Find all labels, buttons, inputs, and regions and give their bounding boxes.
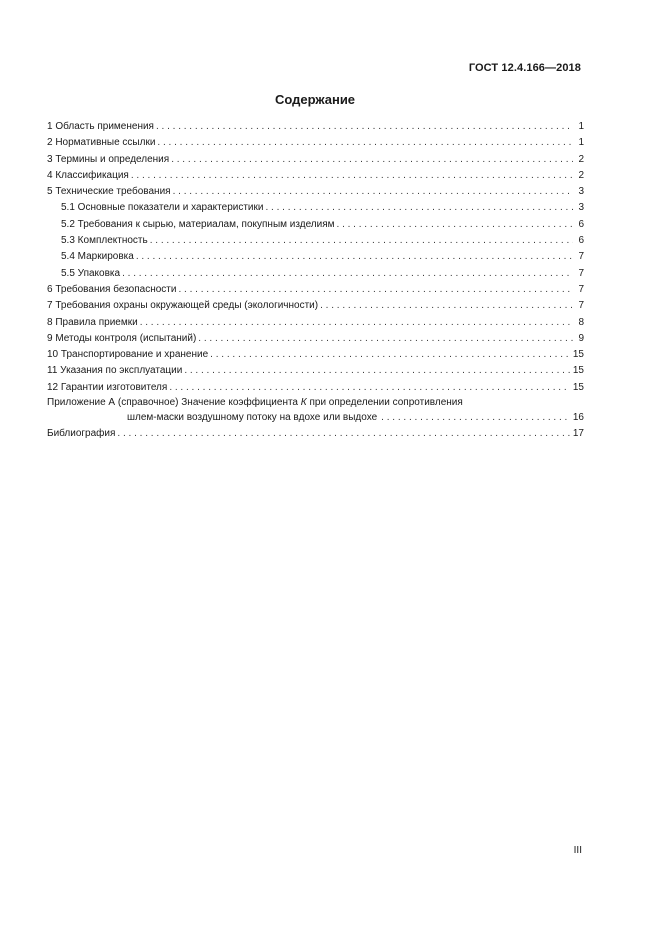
toc-entry-3[interactable] bbox=[47, 152, 584, 168]
appendix-title-continuation bbox=[47, 410, 584, 426]
toc-entry-label: 6 Требования безопасности bbox=[47, 283, 177, 295]
toc-entry-page: 15 bbox=[572, 365, 584, 377]
toc-entry-page: 16 bbox=[572, 412, 584, 424]
toc-entry-label: 5.3 Комплектность bbox=[61, 235, 148, 247]
toc-entry-bibliography[interactable] bbox=[47, 426, 584, 442]
toc-entry-7[interactable] bbox=[47, 298, 584, 314]
toc-entry-page: 3 bbox=[578, 186, 584, 198]
toc-entry-page: 15 bbox=[572, 381, 584, 393]
dot-leader bbox=[157, 135, 573, 151]
appendix-title-line bbox=[47, 396, 584, 410]
dot-leader bbox=[184, 363, 570, 379]
toc-entry-12[interactable] bbox=[47, 380, 584, 396]
toc-entry-page: 7 bbox=[578, 251, 584, 263]
toc-entry-label: 3 Термины и определения bbox=[47, 153, 170, 165]
toc-entry-2[interactable] bbox=[47, 135, 584, 151]
appendix-title-symbol: К bbox=[300, 397, 307, 409]
toc-entry-label: 7 Требования охраны окружающей среды (экологичности) bbox=[47, 300, 319, 312]
dot-leader bbox=[150, 233, 573, 249]
dot-leader bbox=[122, 266, 573, 282]
toc-entry-page: 9 bbox=[578, 332, 584, 344]
dot-leader bbox=[171, 152, 573, 168]
toc-entry-page: 17 bbox=[572, 428, 584, 440]
dot-leader bbox=[169, 380, 570, 396]
dot-leader bbox=[337, 217, 573, 233]
toc-entry-page: 2 bbox=[578, 169, 584, 181]
dot-leader bbox=[178, 282, 573, 298]
toc-entry-label: 5.4 Маркировка bbox=[61, 251, 134, 263]
document-code: ГОСТ 12.4.166—2018 bbox=[468, 62, 581, 74]
toc-entry-page: 7 bbox=[578, 283, 584, 295]
toc-entry-page: 1 bbox=[578, 137, 584, 149]
toc-entry-5-4[interactable] bbox=[47, 249, 584, 265]
dot-leader bbox=[320, 298, 573, 314]
table-of-contents bbox=[47, 119, 584, 442]
dot-leader bbox=[117, 426, 569, 442]
toc-entry-label: Библиография bbox=[47, 428, 116, 440]
toc-entry-label: 2 Нормативные ссылки bbox=[47, 137, 156, 149]
toc-entry-4[interactable] bbox=[47, 168, 584, 184]
toc-entry-label: 9 Методы контроля (испытаний) bbox=[47, 332, 197, 344]
toc-entry-label: 5.2 Требования к сырью, материалам, покупным изделиям bbox=[61, 218, 335, 230]
dot-leader bbox=[210, 347, 570, 363]
toc-entry-page: 6 bbox=[578, 218, 584, 230]
dot-leader bbox=[136, 249, 573, 265]
toc-entry-label: 10 Транспортирование и хранение bbox=[47, 349, 209, 361]
toc-entry-page: 15 bbox=[572, 349, 584, 361]
appendix-title-suffix: при определении сопротивления bbox=[306, 397, 463, 409]
toc-entry-label: 8 Правила приемки bbox=[47, 316, 138, 328]
toc-entry-8[interactable] bbox=[47, 315, 584, 331]
toc-entry-label: 12 Гарантии изготовителя bbox=[47, 381, 168, 393]
dot-leader bbox=[156, 119, 573, 135]
toc-entry-6[interactable] bbox=[47, 282, 584, 298]
dot-leader bbox=[140, 315, 573, 331]
toc-entry-label: 5.5 Упаковка bbox=[61, 267, 121, 279]
appendix-title-prefix: Приложение А (справочное) Значение коэффициента bbox=[47, 397, 301, 409]
toc-entry-label: 5.1 Основные показатели и характеристики bbox=[61, 202, 264, 214]
appendix-title-line2: шлем-маски воздушному потоку на вдохе или выдохе bbox=[127, 412, 378, 424]
dot-leader bbox=[198, 331, 573, 347]
dot-leader bbox=[173, 184, 573, 200]
dot-leader bbox=[131, 168, 573, 184]
toc-entry-5-2[interactable] bbox=[47, 217, 584, 233]
toc-entry-label: 5 Технические требования bbox=[47, 186, 171, 198]
toc-entry-page: 7 bbox=[578, 300, 584, 312]
toc-entry-5-1[interactable] bbox=[47, 200, 584, 216]
toc-title: Содержание bbox=[274, 92, 356, 107]
toc-entry-label: 1 Область применения bbox=[47, 121, 154, 132]
toc-entry-5[interactable] bbox=[47, 184, 584, 200]
toc-entry-page: 8 bbox=[578, 316, 584, 328]
toc-entry-5-3[interactable] bbox=[47, 233, 584, 249]
toc-entry-page: 1 bbox=[578, 121, 584, 132]
page-number: III bbox=[573, 845, 582, 856]
toc-entry-page: 3 bbox=[578, 202, 584, 214]
toc-entry-label: 11 Указания по эксплуатации bbox=[47, 365, 183, 377]
toc-entry-page: 7 bbox=[578, 267, 584, 279]
toc-entry-10[interactable] bbox=[47, 347, 584, 363]
dot-leader bbox=[381, 410, 570, 426]
dot-leader bbox=[265, 200, 573, 216]
toc-entry-1[interactable] bbox=[47, 119, 584, 135]
toc-entry-9[interactable] bbox=[47, 331, 584, 347]
toc-entry-label: 4 Классификация bbox=[47, 169, 129, 181]
toc-entry-page: 6 bbox=[578, 235, 584, 247]
toc-entry-11[interactable] bbox=[47, 363, 584, 379]
toc-entry-appendix-a[interactable] bbox=[47, 396, 584, 426]
toc-entry-5-5[interactable] bbox=[47, 266, 584, 282]
toc-entry-page: 2 bbox=[578, 153, 584, 165]
